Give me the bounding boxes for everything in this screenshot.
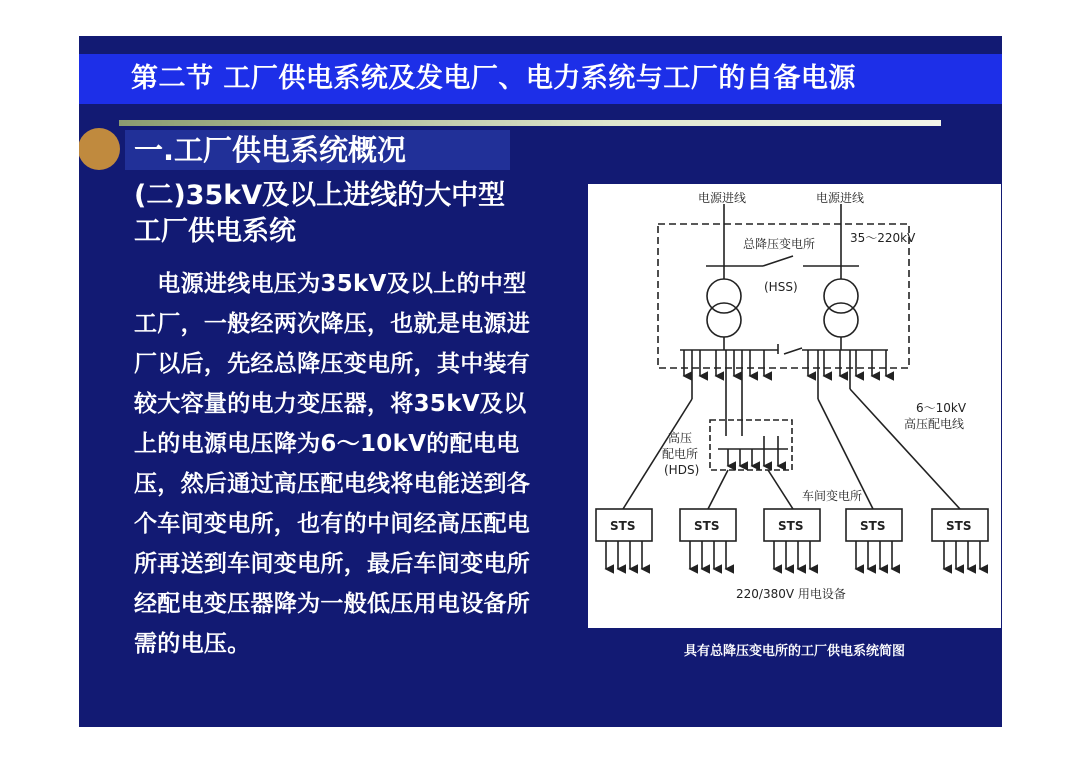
- slide-title: 第二节 工厂供电系统及发电厂、电力系统与工厂的自备电源: [131, 63, 856, 94]
- body-line: 个车间变电所，也有的中间经高压配电: [134, 511, 531, 537]
- sts-box-label: STS: [778, 519, 804, 533]
- incoming-left-label: 电源进线: [698, 191, 747, 205]
- diagram-svg: [588, 184, 1001, 628]
- body-line: 需的电压。: [134, 631, 251, 657]
- figure-caption: 具有总降压变电所的工厂供电系统简图: [683, 644, 905, 659]
- sts-box-label: STS: [860, 519, 886, 533]
- body-paragraph: [134, 264, 574, 664]
- sts-box-label: STS: [694, 519, 720, 533]
- body-line: 较大容量的电力变压器，将35kV及以: [134, 391, 527, 417]
- hv-line-label: 高压配电线: [904, 417, 965, 431]
- subheading-line: 工厂供电系统: [134, 216, 296, 247]
- distribution-voltage-label: 6～10kV: [916, 401, 967, 415]
- subheading-line: (二)35kV及以上进线的大中型: [134, 180, 506, 211]
- sts-box-label: STS: [946, 519, 972, 533]
- voltage-in-label: 35～220kV: [850, 231, 916, 245]
- body-line: 经配电变压器降为一般低压用电设备所: [134, 591, 531, 617]
- workshop-substation-label: 车间变电所: [802, 489, 863, 503]
- title-bar: [79, 54, 1002, 104]
- sts-box-label: STS: [610, 519, 636, 533]
- hds-label-line2: 配电所: [662, 447, 699, 461]
- main-substation-label: 总降压变电所: [743, 237, 816, 251]
- hds-label: (HDS): [664, 463, 700, 477]
- section-heading: 一.工厂供电系统概况: [134, 133, 407, 167]
- low-voltage-equipment-label: 220/380V 用电设备: [736, 587, 846, 601]
- body-line: 电源进线电压为35kV及以上的中型: [134, 271, 527, 297]
- hds-label-line1: 高压: [668, 431, 693, 445]
- bullet-circle-icon: [79, 128, 120, 170]
- title-divider: [119, 120, 941, 126]
- body-line: 工厂，一般经两次降压，也就是电源进: [134, 311, 531, 337]
- body-line: 压，然后通过高压配电线将电能送到各: [134, 471, 531, 497]
- slide: [79, 36, 1002, 727]
- body-line: 所再送到车间变电所，最后车间变电所: [134, 551, 531, 577]
- body-line: 上的电源电压降为6～10kV的配电电: [134, 431, 520, 457]
- incoming-right-label: 电源进线: [816, 191, 865, 205]
- hss-label: (HSS): [764, 280, 798, 294]
- subheading: [134, 178, 574, 250]
- power-system-diagram: [588, 184, 1001, 628]
- body-line: 厂以后，先经总降压变电所，其中装有: [134, 351, 531, 377]
